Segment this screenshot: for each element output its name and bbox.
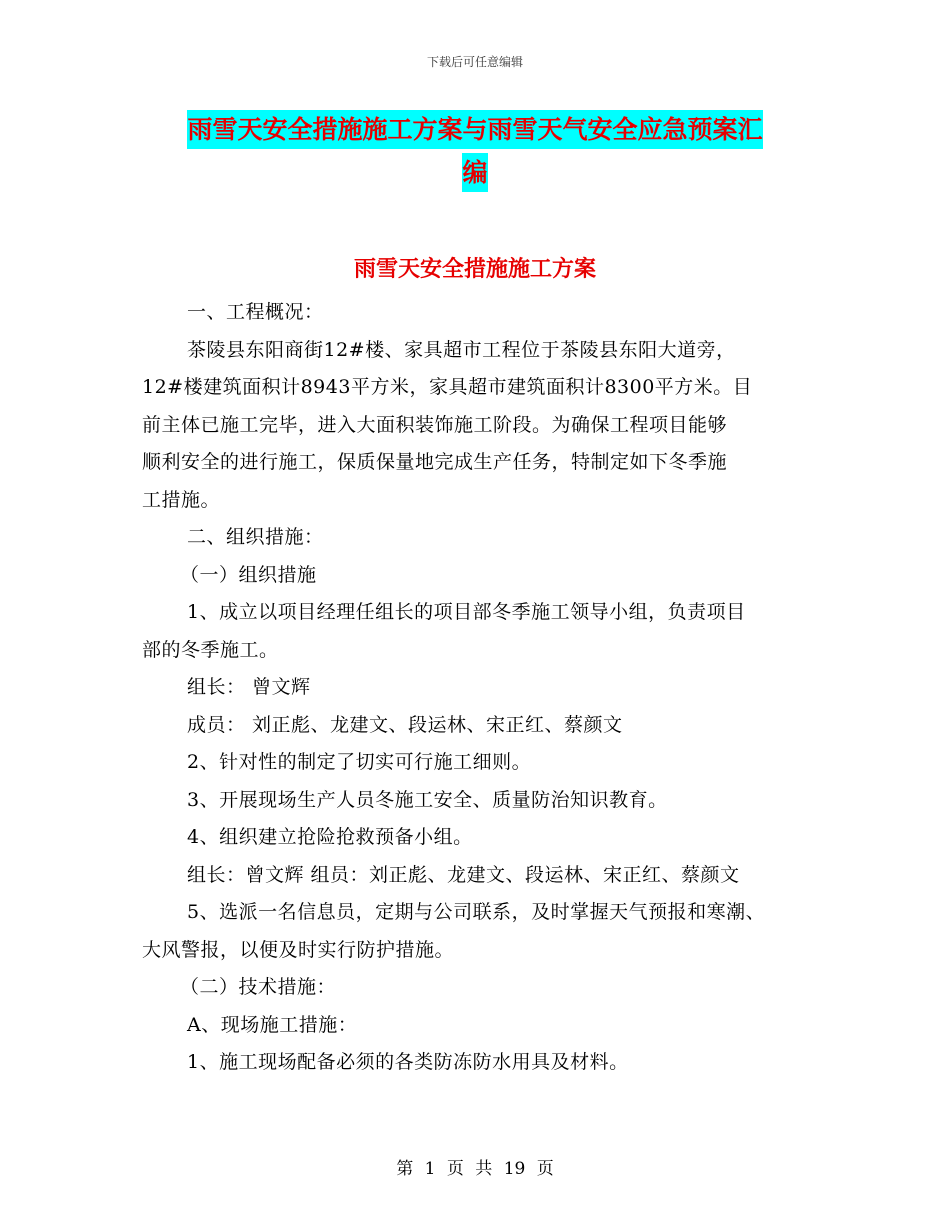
paragraph-line: （二）技术措施： [180, 976, 337, 998]
paragraph-line: 大风警报，以便及时实行防护措施。 [142, 938, 455, 961]
paragraph-line: 组长：曾文辉 组员：刘正彪、龙建文、段运林、宋正红、蔡颜文 [187, 863, 740, 886]
paragraph-line: 1、成立以项目经理任组长的项目部冬季施工领导小组，负责项目 [187, 601, 746, 623]
paragraph-line: 成员： 刘正彪、龙建文、段运林、宋正红、蔡颜文 [187, 713, 623, 736]
paragraph-line: 组长： 曾文辉 [187, 676, 311, 698]
document-body [142, 294, 822, 1082]
paragraph-line: 顺利安全的进行施工，保质保量地完成生产任务，特制定如下冬季施 [142, 451, 728, 473]
paragraph-line: 4、组织建立抢险抢救预备小组。 [187, 826, 473, 848]
paragraph-line: 5、选派一名信息员，定期与公司联系，及时掌握天气预报和寒潮、 [187, 901, 766, 923]
paragraph-line: 一、工程概况： [187, 301, 324, 323]
paragraph-line: 茶陵县东阳商街12#楼、家具超市工程位于茶陵县东阳大道旁， [187, 338, 736, 361]
paragraph-line: 部的冬季施工。 [142, 638, 279, 661]
paragraph-line: 前主体已施工完毕，进入大面积装饰施工阶段。为确保工程项目能够 [142, 413, 728, 436]
paragraph-line: 二、组织措施： [187, 526, 324, 548]
paragraph-line: 2、针对性的制定了切实可行施工细则。 [187, 751, 532, 773]
paragraph-line: 3、开展现场生产人员冬施工安全、质量防治知识教育。 [187, 788, 668, 811]
document-title-line-1: 雨雪天安全措施施工方案与雨雪天气安全应急预案汇 [0, 117, 950, 142]
paragraph-line: 工措施。 [142, 488, 221, 511]
paragraph-line: A、现场施工措施： [187, 1013, 358, 1036]
paragraph-line: 1、施工现场配备必须的各类防冻防水用具及材料。 [187, 1051, 629, 1073]
page-number-footer: 第 1 页 共 19 页 [396, 1159, 554, 1179]
document-title-line-2: 编 [0, 160, 950, 185]
paragraph-line: （一）组织措施 [180, 563, 317, 586]
header-note: 下载后可任意编辑 [426, 55, 523, 69]
section-title: 雨雪天安全措施施工方案 [353, 257, 596, 282]
paragraph-line: 12#楼建筑面积计8943平方米，家具超市建筑面积计8300平方米。目 [142, 376, 753, 398]
